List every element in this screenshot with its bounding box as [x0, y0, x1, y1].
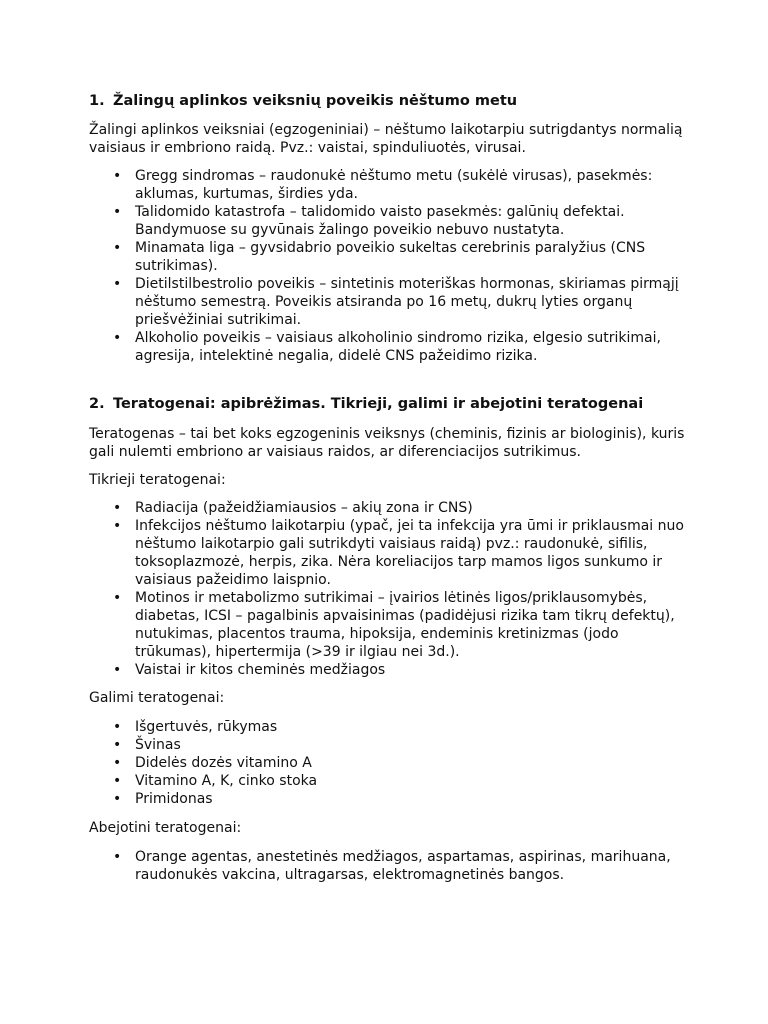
list-item: • Infekcijos nėštumo laikotarpiu (ypač, jei ta infekcija yra ūmi ir priklausmai nuo nėštumo laikotarpio gali sutrikdyti vaisiaus raidą) pvz.: raudonukė, sifilis, toksoplazmozė, herpis, zika. Nėra koreliacijos tarp mamos ligos sunkumo ir vaisiaus pažeidimo laispnio.	[113, 518, 684, 588]
section-1	[89, 92, 689, 365]
list-item: • Gregg sindromas – raudonukė nėštumo metu (sukėlė virusas), pasekmės: aklumas, kurtumas, širdies yda.	[113, 168, 653, 202]
bullet-icon: •	[113, 849, 122, 865]
bullet-icon: •	[113, 204, 122, 220]
bullet-icon: •	[113, 168, 122, 184]
list-item: • Talidomido katastrofa – talidomido vaisto pasekmės: galūnių defektai. Bandymuose su gyvūnais žalingo poveikio nebuvo nustatyta.	[113, 204, 625, 238]
list-item: • Vaistai ir kitos cheminės medžiagos	[113, 662, 386, 678]
list-item: • Motinos ir metabolizmo sutrikimai – įvairios lėtinės ligos/priklausomybės, diabetas, ICSI – pagalbinis apvaisinimas (padidėjusi rizika tam tikrų defektų), nutukimas, placentos trauma, hipoksija, endeminis kretinizmas (jodo trūkumas), hipertermija (>39 ir ilgiau nei 3d.).	[113, 590, 675, 660]
bullet-icon: •	[113, 276, 122, 292]
bullet-icon: •	[113, 773, 122, 789]
list-item: • Švinas	[113, 737, 181, 753]
list-item: • Radiacija (pažeidžiamiausios – akių zona ir CNS)	[113, 500, 473, 516]
list-item: • Dietilstilbestrolio poveikis – sintetinis moteriškas hormonas, skiriamas pirmąjį nėštumo semestrą. Poveikis atsiranda po 16 metų, dukrų lyties organų priešvėžiniai sutrikimai.	[113, 276, 679, 328]
section-2-number: 2.	[89, 396, 105, 412]
list-item: • Primidonas	[113, 791, 213, 807]
section-1-title: Žalingų aplinkos veiksnių poveikis nėštumo metu	[113, 93, 518, 109]
bullet-icon: •	[113, 662, 122, 678]
possible-teratogens-label: Galimi teratogenai:	[89, 690, 225, 706]
teratogen-definition: Teratogenas – tai bet koks egzogeninis veiksnys (cheminis, fizinis ar biologinis), kuris gali nulemti embriono ar vaisiaus raidos, ar diferenciacijos sutrikimus.	[89, 426, 685, 460]
bullet-icon: •	[113, 737, 122, 753]
bullet-icon: •	[113, 791, 122, 807]
document-content	[89, 92, 689, 884]
list-item: • Orange agentas, anestetinės medžiagos, aspartamas, aspirinas, marihuana, raudonukės vakcina, ultragarsas, elektromagnetinės bangos.	[113, 849, 671, 883]
section-1-intro: Žalingi aplinkos veiksniai (egzogeniniai) – nėštumo laikotarpiu sutrigdantys normalią vaisiaus ir embriono raidą. Pvz.: vaistai, spinduliuotės, virusai.	[89, 122, 683, 156]
list-item: • Išgertuvės, rūkymas	[113, 719, 278, 735]
bullet-icon: •	[113, 500, 122, 516]
list-item: • Minamata liga – gyvsidabrio poveikio sukeltas cerebrinis paralyžius (CNS sutrikimas).	[113, 240, 646, 274]
list-item: • Vitamino A, K, cinko stoka	[113, 773, 318, 789]
list-item: • Alkoholio poveikis – vaisiaus alkoholinio sindromo rizika, elgesio sutrikimai, agresija, intelektinė negalia, didelė CNS pažeidimo rizika.	[113, 330, 661, 364]
bullet-icon: •	[113, 240, 122, 256]
doubtful-teratogens-list	[89, 848, 689, 884]
section-1-number: 1.	[89, 93, 105, 109]
bullet-icon: •	[113, 330, 122, 346]
doubtful-teratogens-label: Abejotini teratogenai:	[89, 820, 242, 836]
section-2	[89, 395, 689, 884]
true-teratogens-list	[89, 499, 689, 679]
section-2-heading	[89, 395, 689, 413]
section-1-list	[89, 167, 689, 365]
section-1-heading	[89, 92, 689, 110]
possible-teratogens-list	[89, 718, 689, 808]
bullet-icon: •	[113, 590, 122, 606]
list-item: • Didelės dozės vitamino A	[113, 755, 312, 771]
bullet-icon: •	[113, 755, 122, 771]
bullet-icon: •	[113, 518, 122, 534]
true-teratogens-label: Tikrieji teratogenai:	[89, 472, 226, 488]
section-2-title: Teratogenai: apibrėžimas. Tikrieji, galimi ir abejotini teratogenai	[113, 396, 644, 412]
bullet-icon: •	[113, 719, 122, 735]
